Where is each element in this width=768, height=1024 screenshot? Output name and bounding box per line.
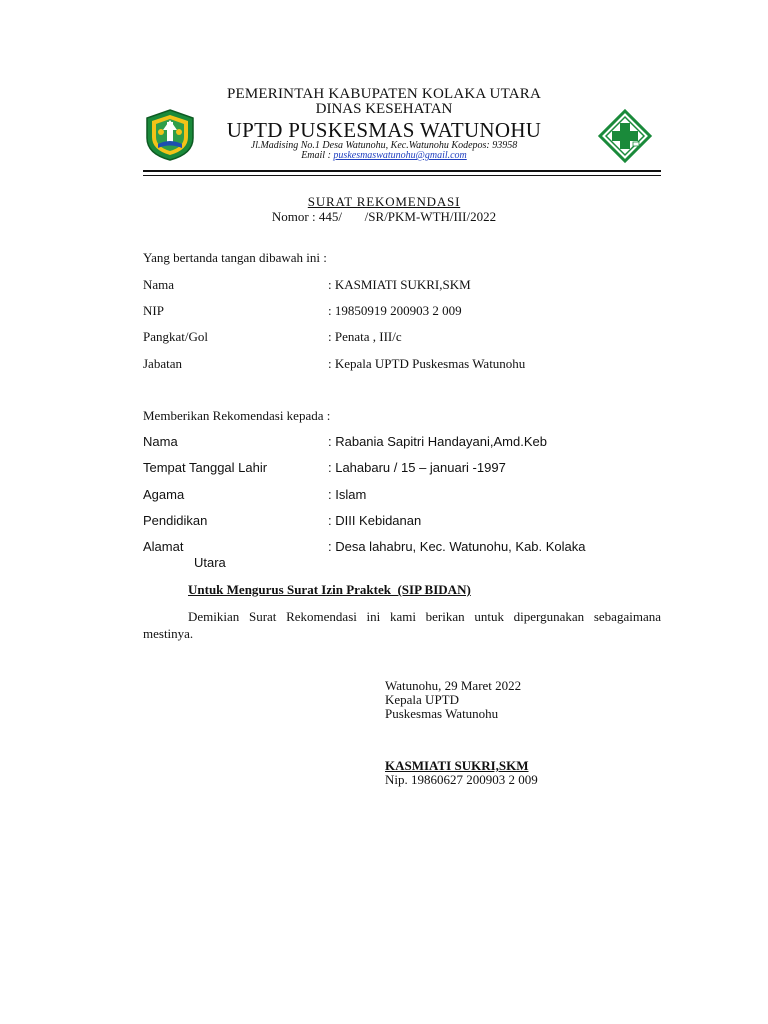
signer-label-name: Nama (143, 277, 175, 292)
letterhead-department: DINAS KESEHATAN (315, 101, 453, 117)
recipient-label-religion: Agama (143, 487, 185, 502)
recipient-value-education: : DIII Kebidanan (328, 513, 422, 528)
email-link[interactable]: puskesmaswatunohu@gmail.com (333, 150, 467, 161)
letter-title: SURAT REKOMENDASI (307, 194, 461, 209)
signature-name: KASMIATI SUKRI,SKM (385, 758, 529, 773)
signature-nip: Nip. 19860627 200903 2 009 (385, 772, 538, 787)
signature-position-2: Puskesmas Watunohu (385, 706, 499, 721)
recommend-intro: Memberikan Rekomendasi kepada : (143, 408, 331, 423)
signer-value-nip: : 19850919 200903 2 009 (328, 303, 462, 318)
letter-number: Nomor : 445/ /SR/PKM-WTH/III/2022 (271, 209, 497, 224)
recipient-label-name: Nama (143, 434, 178, 449)
recipient-label-education: Pendidikan (143, 513, 208, 528)
recipient-value-birth: : Lahabaru / 15 – januari -1997 (328, 460, 506, 475)
letterhead-divider (143, 170, 661, 172)
purpose-statement: Untuk Mengurus Surat Izin Praktek (SIP BIDAN) (188, 582, 471, 597)
signer-label-nip: NIP (143, 303, 164, 318)
signer-value-rank: : Penata , III/c (328, 329, 402, 344)
signature-position-1: Kepala UPTD (385, 692, 460, 707)
signature-place-date: Watunohu, 29 Maret 2022 (385, 678, 522, 693)
recipient-value-address: : Desa lahabru, Kec. Watunohu, Kab. Kolaka (328, 539, 586, 554)
closing-paragraph: Demikian Surat Rekomendasi ini kami berikan untuk dipergunakan sebagaimana mestinya. (143, 609, 661, 641)
signer-value-position: : Kepala UPTD Puskesmas Watunohu (328, 356, 526, 371)
letterhead-address: Jl.Madising No.1 Desa Watunohu, Kec.Watunohu Kodepos: 93958 (250, 140, 518, 151)
recipient-label-address: Alamat (143, 539, 184, 554)
letterhead-government: PEMERINTAH KABUPATEN KOLAKA UTARA (226, 86, 542, 102)
recipient-address-continued: Utara (194, 555, 226, 570)
signer-label-position: Jabatan (143, 356, 182, 371)
signer-intro: Yang bertanda tangan dibawah ini : (143, 250, 327, 265)
recipient-label-birth: Tempat Tanggal Lahir (143, 460, 268, 475)
recipient-value-name: : Rabania Sapitri Handayani,Amd.Keb (328, 434, 547, 449)
signer-value-name: : KASMIATI SUKRI,SKM (328, 277, 471, 292)
signer-label-rank: Pangkat/Gol (143, 329, 208, 344)
letterhead-divider-thin (143, 175, 661, 176)
letterhead-institution: UPTD PUSKESMAS WATUNOHU (226, 118, 542, 142)
recipient-value-religion: : Islam (328, 487, 367, 502)
email-label: Email : (301, 150, 334, 161)
letterhead-email-line (0, 150, 768, 161)
